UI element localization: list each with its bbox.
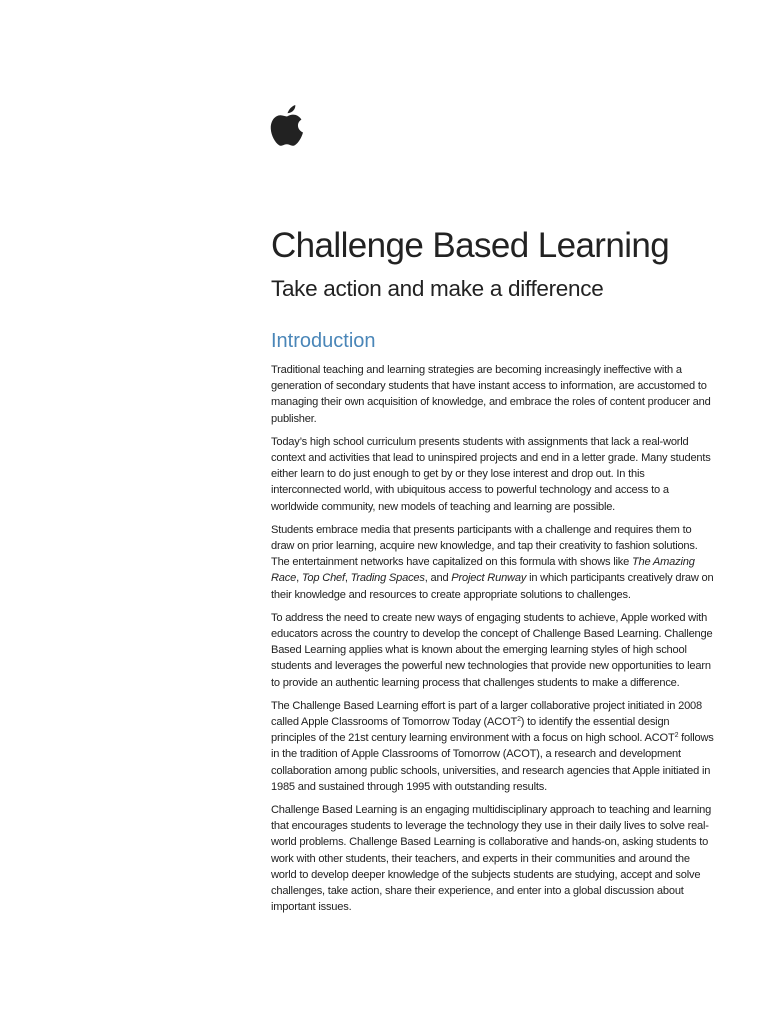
- show-title-trading-spaces: Trading Spaces: [350, 572, 425, 585]
- paragraph-5-text-b: ) to identify the essential design principles of the 21st century learning environment with a focus on high school. ACOT: [271, 716, 675, 745]
- paragraph-3-separator-1: ,: [296, 572, 302, 585]
- apple-logo-icon: [270, 103, 304, 147]
- paragraph-3-text-a: Students embrace media that presents participants with a challenge and requires them to draw on prior learning, acquire new knowledge, and tap their creativity to fashion solutions. The entertainment networks have capitalized on this formula with shows like: [271, 523, 698, 569]
- paragraph-5-text-c: follows in the tradition of Apple Classrooms of Tomorrow (ACOT), a research and development collaboration among public schools, universities, and research agencies that Apple initiated in 1985 and sustained through 1995 with outstanding results.: [271, 732, 714, 793]
- paragraph-2: Today’s high school curriculum presents students with assignments that lack a real-world context and activities that lead to uninspired projects and end in a letter grade. Many students either learn to do just enough to get by or they lose interest and drop out. In this interconnected world, with ubiquitous access to powerful technology and access to a worldwide community, new models of teaching and learning are possible.: [271, 435, 711, 513]
- paragraph-3-separator-3: , and: [424, 572, 452, 585]
- paragraph-5: [271, 698, 716, 795]
- show-title-top-chef: Top Chef: [301, 572, 345, 585]
- document-title: Challenge Based Learning: [271, 226, 670, 265]
- superscript-2-second: 2: [674, 732, 679, 740]
- superscript-2-first: 2: [517, 716, 521, 724]
- paragraph-1: Traditional teaching and learning strategies are becoming increasingly ineffective with a generation of secondary students that have instant access to information, are accustomed to managing their own acquisition of knowledge, and embrace the roles of content producer and publisher.: [271, 364, 711, 425]
- section-heading-introduction: Introduction: [271, 330, 376, 352]
- paragraph-3: [271, 522, 716, 603]
- paragraph-6: Challenge Based Learning is an engaging multidisciplinary approach to teaching and learning that encourages students to leverage the technology they use in their daily lives to solve real-world problems. Challenge Based Learning is collaborative and hands-on, asking students to work with other students, their teachers, and experts in their communities and around the world to develop deeper knowledge of the subjects students are studying, accept and solve challenges, take action, share their experience, and enter into a global discussion about important issues.: [271, 804, 712, 914]
- paragraph-4: To address the need to create new ways of engaging students to achieve, Apple worked with educators across the country to develop the concept of Challenge Based Learning. Challenge Based Learning applies what is known about the emerging learning styles of high school students and leverages the powerful new technologies that provide new opportunities to learn to provide an authentic learning process that challenges students to make a difference.: [271, 611, 713, 689]
- paragraph-5-text-a: The Challenge Based Learning effort is part of a larger collaborative project initiated in 2008 called Apple Classrooms of Tomorrow Today (ACOT: [271, 699, 702, 729]
- document-subtitle: Take action and make a difference: [271, 276, 604, 301]
- show-title-project-runway: Project Runway: [451, 572, 527, 585]
- show-title-amazing-race: The Amazing Race: [271, 556, 695, 585]
- paragraph-3-separator-2: ,: [344, 572, 351, 585]
- paragraph-3-text-b: in which participants creatively draw on their knowledge and resources to create appropriate solutions to challenges.: [271, 572, 714, 601]
- document-content: [271, 226, 716, 923]
